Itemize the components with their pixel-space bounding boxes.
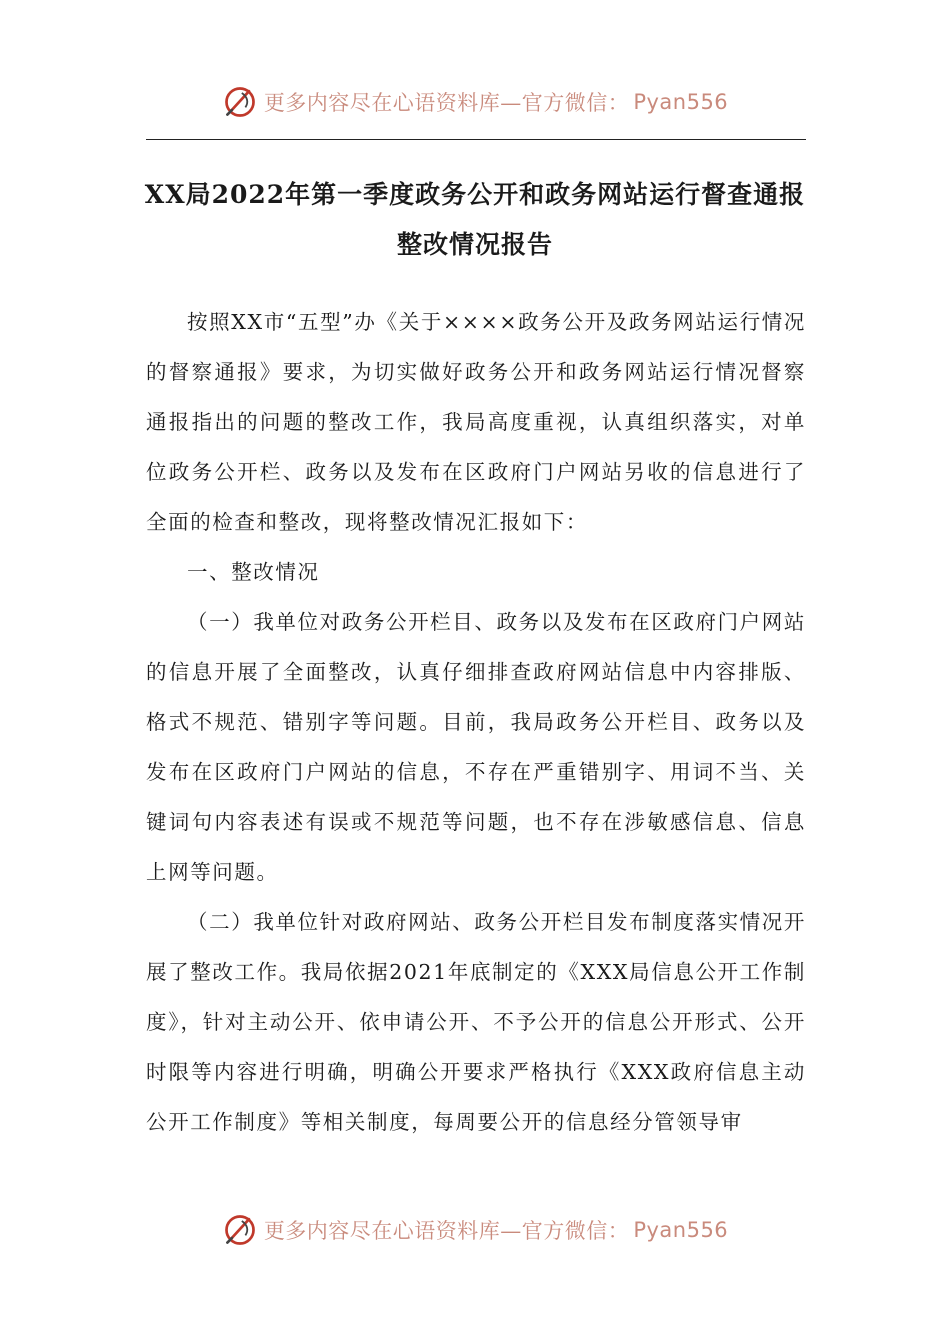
paragraph-intro: 按照XX市“五型”办《关于××××政务公开及政务网站运行情况的督察通报》要求，为切实做好政务公开和政务网站运行情况督察通报指出的问题的整改工作，我局高度重视，认真组织落实，对单位政务公开栏、政务以及发布在区政府门户网站另收的信息进行了全面的检查和整改，现将整改情况汇报如下： — [146, 310, 806, 534]
watermark-wechat-id: Pyan556 — [633, 90, 729, 114]
document-title: XX局2022年第一季度政务公开和政务网站运行督查通报整改情况报告 — [144, 180, 806, 259]
section-heading: 一、整改情况 — [187, 560, 320, 584]
document-body — [146, 297, 806, 1147]
pen-logo-icon — [222, 1212, 258, 1248]
pen-logo-icon — [222, 84, 258, 120]
paragraph-item-2: （二）我单位针对政府网站、政务公开栏目发布制度落实情况开展了整改工作。我局依据2021年底制定的《XXX局信息公开工作制度》，针对主动公开、依申请公开、不予公开的信息公开形式、公开时限等内容进行明确，明确公开要求严格执行《XXX政府信息主动公开工作制度》等相关制度，每周要公开的信息经分管领导审 — [146, 910, 806, 1134]
watermark-wechat-id: Pyan556 — [633, 1218, 729, 1242]
watermark-text: 更多内容尽在心语资料库—官方微信： — [263, 1219, 630, 1243]
paragraph-item-1: （一）我单位对政务公开栏目、政务以及发布在区政府门户网站的信息开展了全面整改，认真仔细排查政府网站信息中内容排版、格式不规范、错别字等问题。目前，我局政务公开栏目、政务以及发布在区政府门户网站的信息，不存在严重错别字、用词不当、关键词句内容表述有误或不规范等问题，也不存在涉敏感信息、信息上网等问题。 — [146, 610, 806, 884]
watermark-text: 更多内容尽在心语资料库—官方微信： — [263, 91, 630, 115]
header-watermark — [0, 80, 950, 124]
header-divider — [146, 139, 806, 140]
footer-watermark — [0, 1208, 950, 1252]
